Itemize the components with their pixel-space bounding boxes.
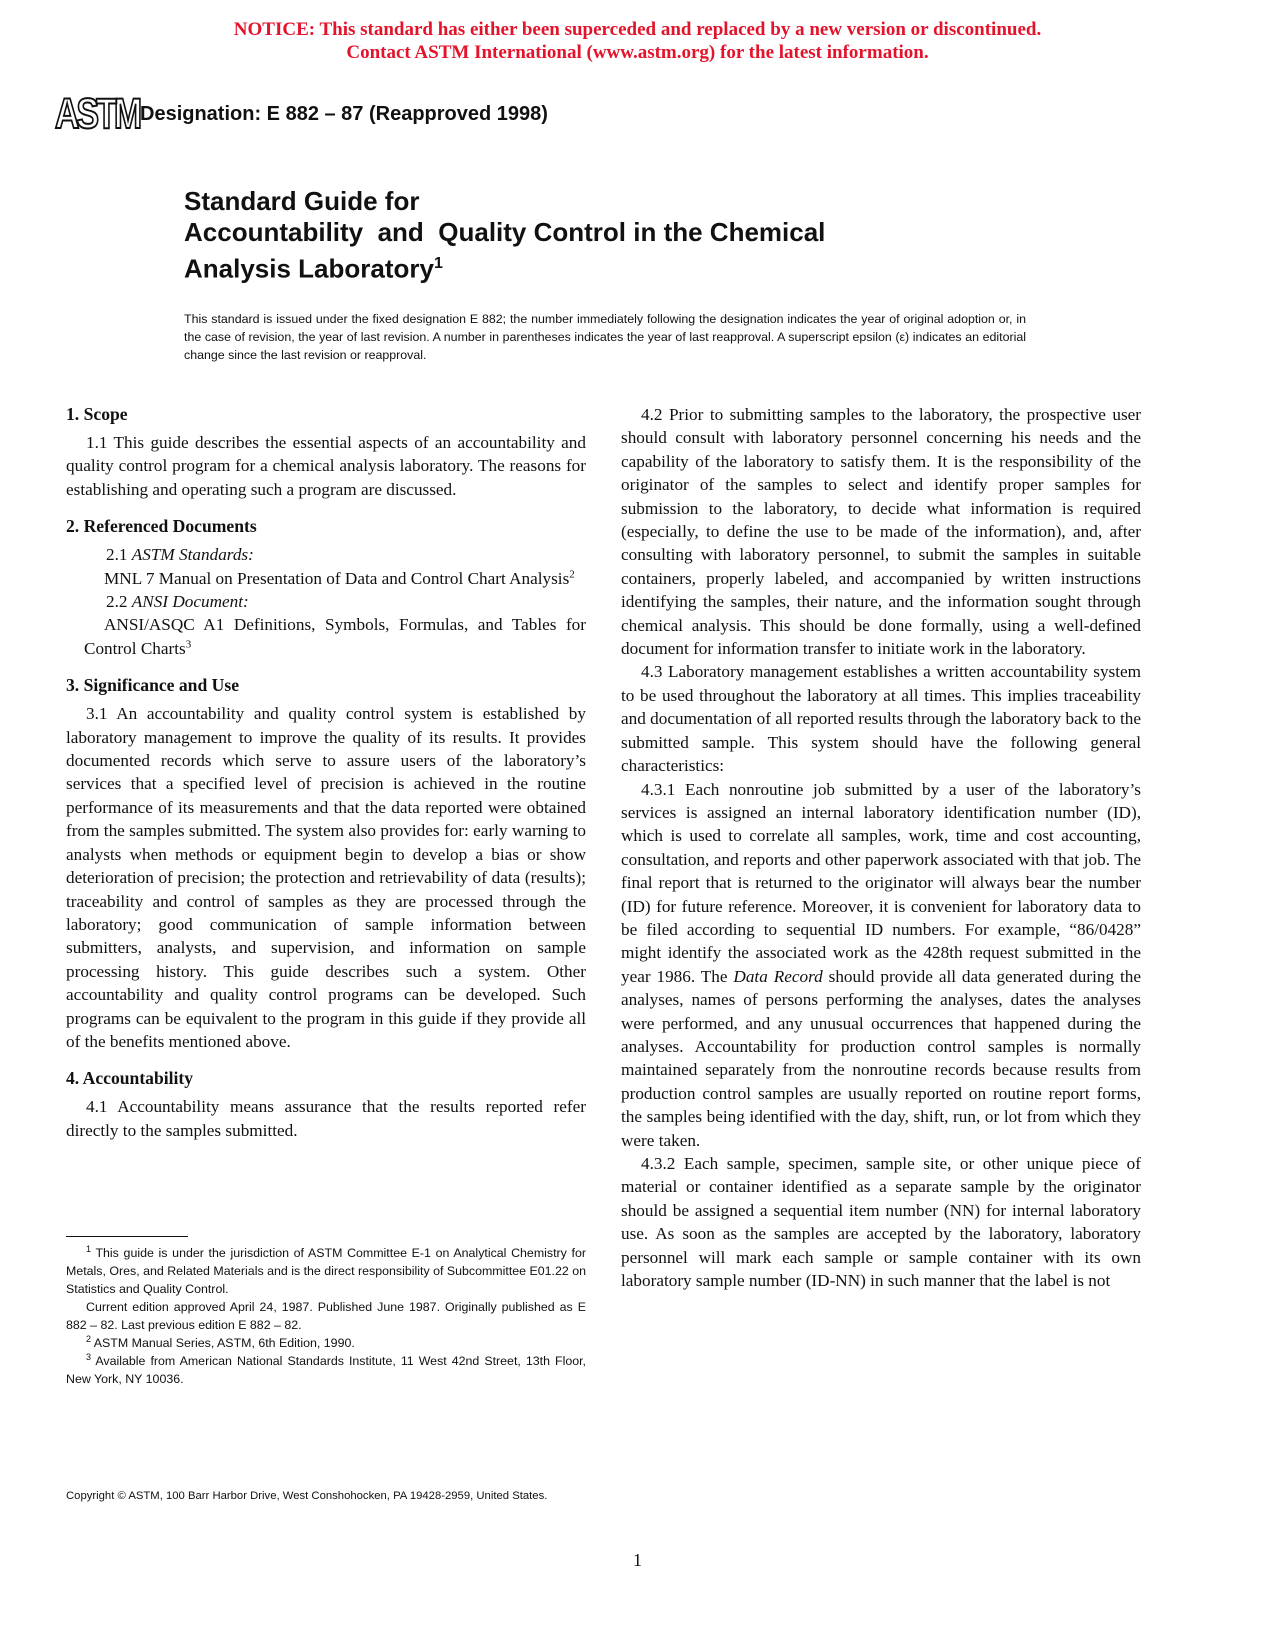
subsection-2-2: 2.2 ANSI Document: <box>106 592 249 612</box>
paragraph-4-2: 4.2 Prior to submitting samples to the laboratory, the prospective user should consult with laboratory personnel concerning his needs and the capability of the laboratory to satisfy them. It is the responsibility of the originator of the samples to select and identify proper samples for submission to the laboratory, to decide what information is required (especially, to define the use to be made of the information), and, after consulting with laboratory personnel, to submit the samples in suitable containers, properly labeled, and accompanied by written instructions identifying the samples, their nature, and the information sought through chemical analysis. This should be done formally, using a well-defined document for information transfer to initiate work in the laboratory. <box>621 405 1141 659</box>
reference-mnl7-footnote-mark[interactable]: 2 <box>569 567 575 580</box>
paragraph-3-1: 3.1 An accountability and quality control system is established by laboratory management to improve the quality of its results. It provides documented records which serve to assure users of the laboratory’s services that a specified level of precision is achieved in the routine performance of its measurements and that the data reported were obtained from the samples submitted. The system also provides for: early warning to analysts when methods or equipment begin to develop a bias or show deterioration of precision; the protection and retrievability of data (results); traceability and control of samples as they are processed through the laboratory; good communication of sample information between submitters, analysts, and supervision, and information on sample processing history. This guide describes such a system. Other accountability and quality control programs can be developed. Such programs can be equivalent to the program in this guide if they provide all of the benefits mentioned above. <box>66 704 586 1051</box>
title-footnote-mark[interactable]: 1 <box>433 255 443 272</box>
paragraph-4-3-2: 4.3.2 Each sample, specimen, sample site, or other unique piece of material or container identified as a separate sample by the originator should be assigned a sequential item number (NN) for internal laboratory use. As soon as the samples are accepted by the laboratory, laboratory personnel will mark each sample or sample container with its own laboratory sample number (ID-NN) in such manner that the label is not <box>621 1154 1141 1291</box>
section-heading-referenced-documents: 2. Referenced Documents <box>66 516 257 537</box>
designation: Designation: E 882 – 87 (Reapproved 1998) <box>140 102 548 125</box>
subsection-2-1: 2.1 ASTM Standards: <box>106 545 254 565</box>
notice-line-1: NOTICE: This standard has either been superceded and replaced by a new version or discontinued. <box>233 19 1042 40</box>
left-column <box>66 403 586 1142</box>
right-column <box>621 403 1141 1292</box>
title-line-3: Analysis Laboratory$^1$ <box>184 253 443 284</box>
paragraph-4-3-1: 4.3.1 Each nonroutine job submitted by a user of the laboratory’s services is assigned an internal laboratory identification number (ID), which is used to correlate all samples, work, time and cost accounting, consultation, and reports and other paperwork associated with that job. The final report that is returned to the originator will always bear the number (ID) for future reference. Moreover, it is convenient for laboratory data to be filed according to sequential ID numbers. For example, “86/0428” might identify the associated work as the 428th request submitted in the year 1986. The Data Record should provide all data generated during the analyses, names of persons performing the analyses, dates the analyses were performed, and any unusual occurrences that happened during the analyses. Accountability for production control samples is normally maintained separately from the nonroutine records because results from production control samples are usually reported on routine report forms, the samples being identified with the day, shift, run, or lot from which they were taken. <box>621 779 1141 1150</box>
astm-logo-icon <box>54 88 140 140</box>
page-number: 1 <box>633 1550 642 1570</box>
footnotes <box>66 1244 586 1388</box>
paragraph-4-3: 4.3 Laboratory management establishes a written accountability system to be used throughout the laboratory at all times. This implies traceability and documentation of all reported results through the laboratory back to the submitted sample. This system should have the following general characteristics: <box>621 662 1141 776</box>
footnote-1-continued: Current edition approved April 24, 1987. Published June 1987. Originally published as E 882 – 82. Last previous edition E 882 – 82. <box>66 1300 586 1332</box>
title-line-1: Standard Guide for <box>184 186 420 216</box>
section-heading-significance: 3. Significance and Use <box>66 675 240 696</box>
reference-mnl7: MNL 7 Manual on Presentation of Data and Control Chart Analysis$^2$ <box>104 567 575 588</box>
notice-line-2: Contact ASTM International (www.astm.org) for the latest information. <box>346 42 929 63</box>
designation-row <box>54 86 548 142</box>
reference-ansi-a1: ANSI/ASQC A1 Definitions, Symbols, Formulas, and Tables for Control Charts$^3$ <box>84 615 586 658</box>
footnote-3: $^3$ Available from American National Standards Institute, 11 West 42nd Street, 13th Floor, New York, NY 10036. <box>66 1351 587 1386</box>
svg-text:ASTM: ASTM <box>54 90 140 138</box>
title-line-2: Accountability and Quality Control in the Chemical <box>184 217 826 247</box>
paragraph-1-1: 1.1 This guide describes the essential aspects of an accountability and quality control program for a chemical analysis laboratory. The reasons for establishing and operating such a program are discussed. <box>66 433 586 499</box>
supersession-notice <box>0 18 1275 64</box>
section-heading-scope: 1. Scope <box>66 404 128 424</box>
reference-ansi-footnote-mark[interactable]: 3 <box>185 638 192 651</box>
footnote-rule <box>66 1236 188 1237</box>
footnote-2: $^2$ ASTM Manual Series, ASTM, 6th Edition, 1990. <box>86 1333 355 1350</box>
footnote-1: $^1$ This guide is under the jurisdiction of ASTM Committee E-1 on Analytical Chemistry for Metals, Ores, and Related Materials and is the direct responsibility of Subcommittee E01.22 on Statistics and Quality Control. <box>66 1243 586 1296</box>
copyright-line: Copyright © ASTM, 100 Barr Harbor Drive, West Conshohocken, PA 19428-2959, United States. <box>66 1490 548 1502</box>
section-heading-accountability: 4. Accountability <box>66 1068 194 1089</box>
document-title <box>184 186 825 285</box>
issue-note: This standard is issued under the fixed designation E 882; the number immediately following the designation indicates the year of original adoption or, in the case of revision, the year of last revision. A number in parentheses indicates the year of last reapproval. A superscript epsilon (ε) indicates an editorial change since the last revision or reapproval. <box>184 312 1026 362</box>
paragraph-4-1: 4.1 Accountability means assurance that the results reported refer directly to the samples submitted. <box>66 1097 586 1140</box>
